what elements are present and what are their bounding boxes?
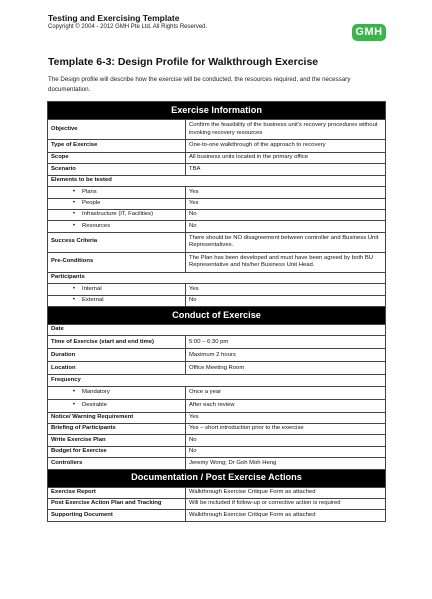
- bullet-icon: •: [72, 296, 75, 303]
- row-value: Jeremy Wong; Dr Goh Moh Heng: [186, 458, 386, 469]
- row-value: Yes – short introduction prior to the exercise: [186, 424, 386, 435]
- row-value: Maximum 2 hours: [186, 349, 386, 362]
- bullet-icon: •: [72, 199, 75, 206]
- table-row-participant-internal: [48, 284, 386, 295]
- row-value: Yes: [186, 198, 386, 209]
- row-value: 5:00 – 6:30 pm: [186, 336, 386, 349]
- table-row-write-exercise-plan: [48, 435, 386, 446]
- table-row-element-infrastructure: [48, 209, 386, 220]
- bullet-icon: •: [72, 222, 75, 229]
- table-row-frequency-desirable: [48, 399, 386, 412]
- row-value: No: [186, 295, 386, 306]
- row-value: Yes: [186, 187, 386, 198]
- table-row-location: [48, 362, 386, 375]
- row-label: [48, 295, 186, 306]
- table-row-elements-to-be-tested: [48, 175, 386, 186]
- table-row-time-of-exercise: [48, 336, 386, 349]
- row-value: Confirm the feasibility of the business unit’s recovery procedures without invoking recovery resources: [186, 120, 386, 140]
- row-label: Briefing of Participants: [48, 424, 186, 435]
- row-value: No: [186, 435, 386, 446]
- frequency-label: Desirable: [82, 401, 107, 408]
- element-label: Resources: [82, 222, 111, 229]
- participant-label: Internal: [82, 285, 102, 292]
- table-row-scenario: [48, 164, 386, 175]
- row-label: [48, 386, 186, 399]
- table-row-success-criteria: [48, 232, 386, 252]
- row-label: Scenario: [48, 164, 186, 175]
- table-row-frequency-mandatory: [48, 386, 386, 399]
- bullet-icon: •: [72, 401, 75, 408]
- table-row-type-of-exercise: [48, 140, 386, 153]
- section-title: Conduct of Exercise: [48, 306, 386, 324]
- row-value: Yes: [186, 284, 386, 295]
- row-value: Once a year: [186, 386, 386, 399]
- table-row-participants: [48, 272, 386, 283]
- bullet-icon: •: [72, 285, 75, 292]
- row-label: [48, 284, 186, 295]
- table-row-notice-warning: [48, 412, 386, 423]
- row-label: Participants: [48, 272, 386, 283]
- table-row-objective: [48, 120, 386, 140]
- row-value: No: [186, 209, 386, 220]
- section-header-conduct-of-exercise: [48, 306, 386, 324]
- row-value: No: [186, 221, 386, 232]
- row-label: [48, 209, 186, 220]
- table-row-element-people: [48, 198, 386, 209]
- bullet-icon: •: [72, 388, 75, 395]
- header-title: Testing and Exercising Template: [48, 13, 180, 23]
- row-label: Write Exercise Plan: [48, 435, 186, 446]
- row-label: [48, 399, 186, 412]
- row-label: Type of Exercise: [48, 140, 186, 153]
- row-label: Location: [48, 362, 186, 375]
- table-row-duration: [48, 349, 386, 362]
- table-row-participant-external: [48, 295, 386, 306]
- row-value: Walkthrough Exercise Critique Form as attached: [186, 487, 386, 498]
- row-label: Exercise Report: [48, 487, 186, 498]
- row-label: Objective: [48, 120, 186, 140]
- row-label: Pre-Conditions: [48, 252, 186, 272]
- table-row-controllers: [48, 458, 386, 469]
- table-row-supporting-document: [48, 510, 386, 521]
- row-label: Date: [48, 324, 386, 335]
- row-label: Scope: [48, 153, 186, 164]
- row-label: Budget for Exercise: [48, 446, 186, 457]
- frequency-label: Mandatory: [82, 388, 110, 395]
- section-title: Documentation / Post Exercise Actions: [48, 469, 386, 487]
- row-label: Post Exercise Action Plan and Tracking: [48, 499, 186, 510]
- table-row-post-exercise-action-plan: [48, 499, 386, 510]
- row-label: [48, 187, 186, 198]
- table-row-element-resources: [48, 221, 386, 232]
- row-label: Duration: [48, 349, 186, 362]
- section-title: Exercise Information: [48, 102, 386, 120]
- row-value: No: [186, 446, 386, 457]
- row-value: Will be included if follow-up or corrective action is required: [186, 499, 386, 510]
- section-header-documentation: [48, 469, 386, 487]
- row-value: The Plan has been developed and must have been agreed by both BU Representative and his/her Business Unit Head.: [186, 252, 386, 272]
- table-row-briefing: [48, 424, 386, 435]
- row-value: There should be NO disagreement between controller and Business Unit Representatives.: [186, 232, 386, 252]
- row-label: Time of Exercise (start and end time): [48, 336, 186, 349]
- row-label: Elements to be tested: [48, 175, 386, 186]
- table-row-pre-conditions: [48, 252, 386, 272]
- row-label: [48, 221, 186, 232]
- table-row-scope: [48, 153, 386, 164]
- element-label: People: [82, 199, 101, 206]
- row-value: Yes: [186, 412, 386, 423]
- element-label: Infrastructure (IT, Facilities): [82, 211, 154, 218]
- row-value: Office Meeting Room: [186, 362, 386, 375]
- table-row-exercise-report: [48, 487, 386, 498]
- row-label: Success Criteria: [48, 232, 186, 252]
- row-label: Frequency: [48, 375, 386, 386]
- row-label: Notice/ Warning Requirement: [48, 412, 186, 423]
- section-header-exercise-information: [48, 102, 386, 120]
- table-row-budget: [48, 446, 386, 457]
- table-row-element-plans: [48, 187, 386, 198]
- row-label: Supporting Document: [48, 510, 186, 521]
- header-copyright: Copyright © 2004 - 2012 GMH Pte Ltd. All Rights Reserved.: [48, 24, 208, 30]
- bullet-icon: •: [72, 211, 75, 218]
- row-value: After each review: [186, 399, 386, 412]
- design-profile-table: [47, 101, 386, 522]
- document-intro: The Design profile will describe how the exercise will be conducted, the resources required, and the necessary documentation.: [48, 76, 351, 93]
- table-row-frequency: [48, 375, 386, 386]
- participant-label: External: [82, 296, 104, 303]
- document-title: Template 6-3: Design Profile for Walkthrough Exercise: [48, 56, 319, 68]
- bullet-icon: •: [72, 188, 75, 195]
- row-value: Walkthrough Exercise Critique Form as attached: [186, 510, 386, 521]
- table-row-date: [48, 324, 386, 335]
- row-label: [48, 198, 186, 209]
- row-label: Controllers: [48, 458, 186, 469]
- gmh-logo: GMH: [352, 24, 386, 41]
- element-label: Plans: [82, 188, 97, 195]
- row-value: All business units located in the primary office: [186, 153, 386, 164]
- row-value: One-to-one walkthrough of the approach to recovery: [186, 140, 386, 153]
- row-value: TBA: [186, 164, 386, 175]
